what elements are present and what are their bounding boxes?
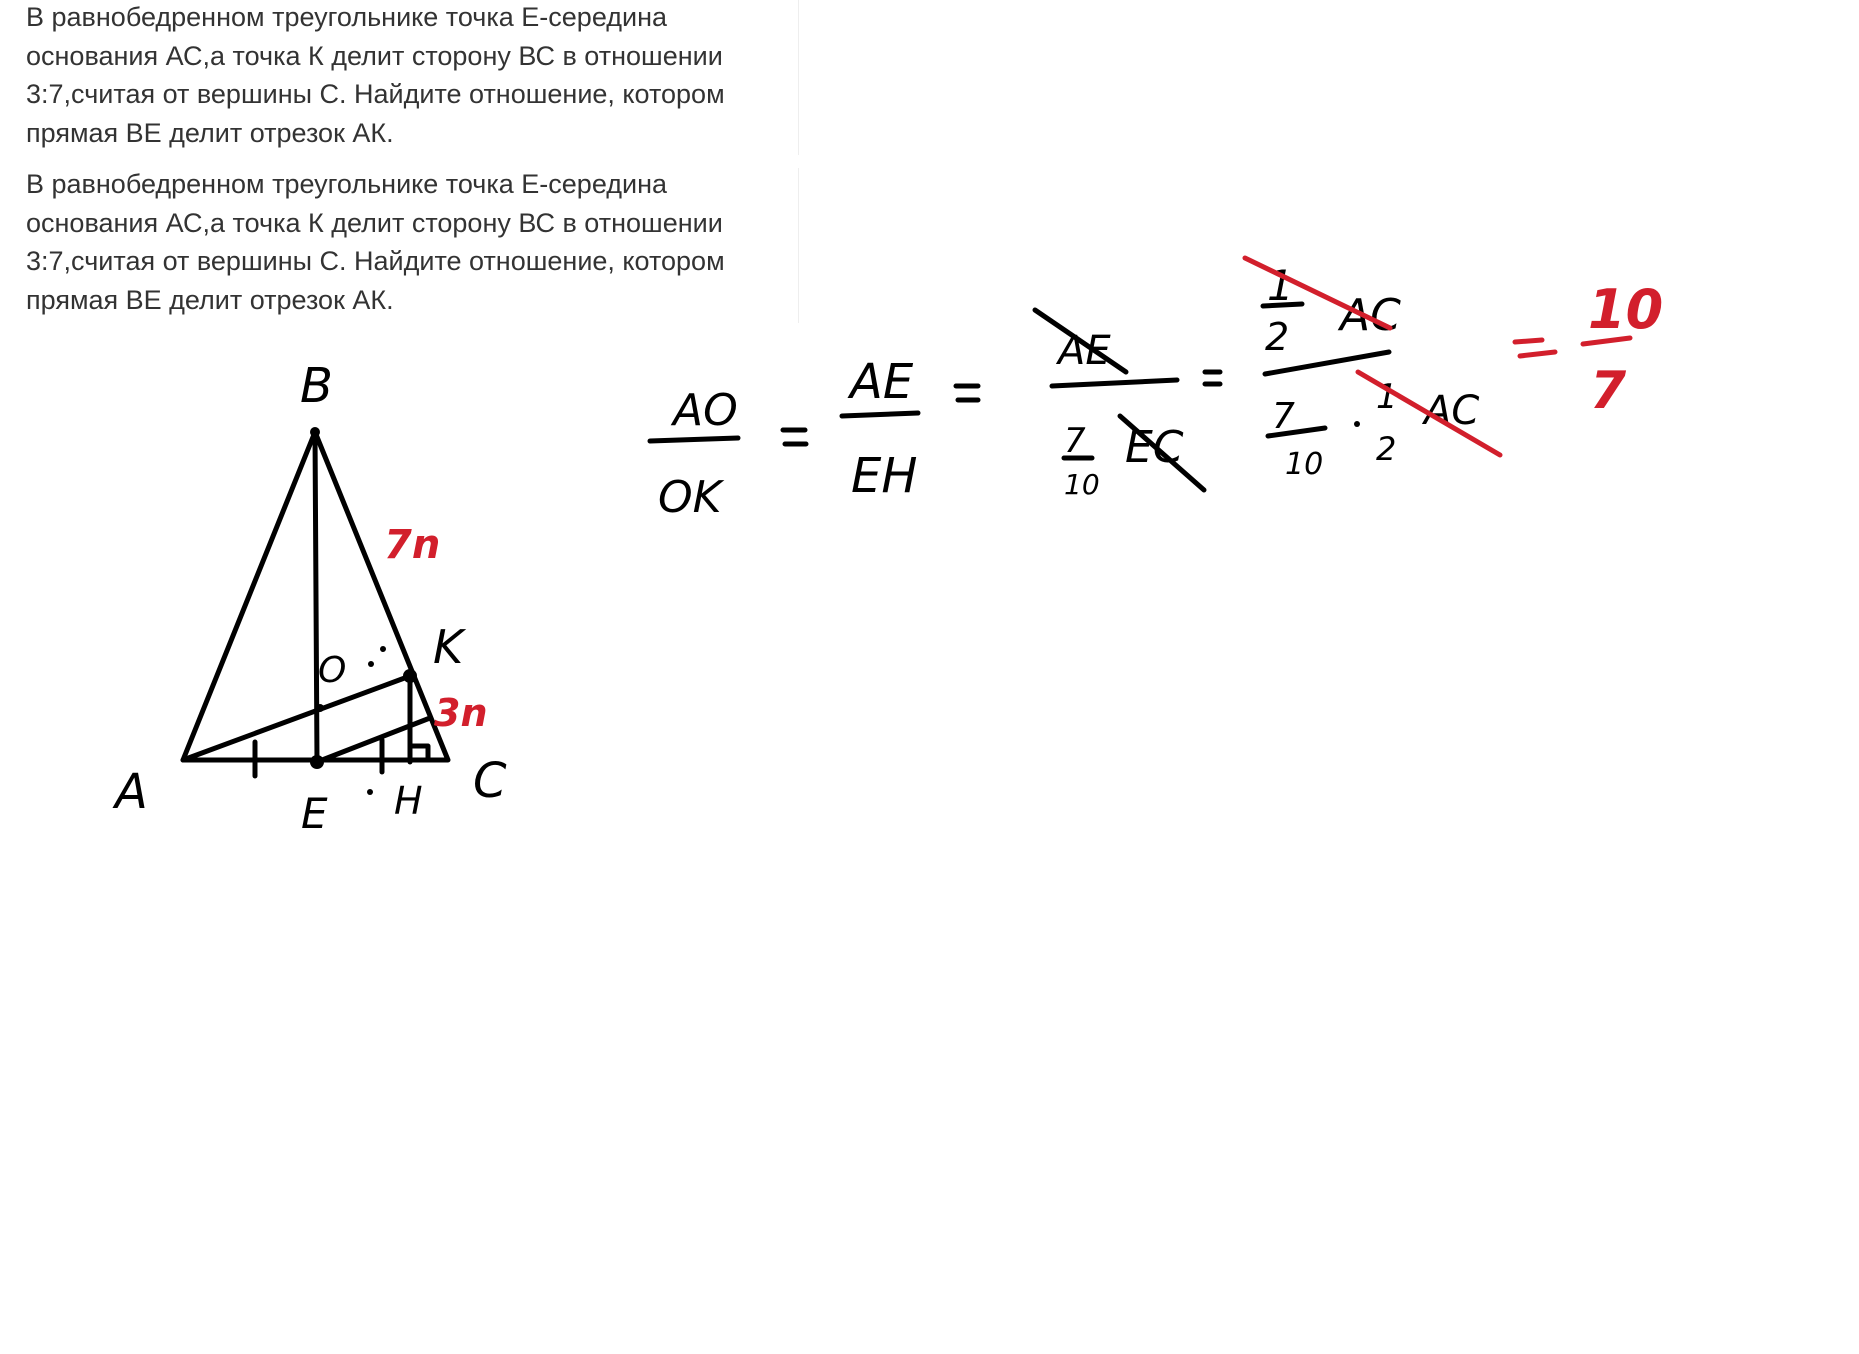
point-o [316, 704, 324, 712]
problem-text: В равнобедренном треугольнике точка Е-середина основания АС,а точка К делит сторону ВС в отношении 3:7,считая от вершины С. Найдите отношение, котором прямая ВЕ делит отрезок АК. [26, 2, 725, 148]
expr-ac: AC [1424, 388, 1480, 434]
expr-ao: AO [673, 385, 738, 436]
label-3n: 3n [434, 691, 488, 735]
point-b [310, 427, 320, 437]
num-10: 10 [1285, 447, 1324, 482]
label-e: E [301, 789, 328, 838]
equals-sign [1205, 372, 1220, 384]
fraction-bar [842, 413, 918, 416]
result-7: 7 [1590, 361, 1627, 421]
ratio-equation [650, 258, 1663, 523]
label-b: B [300, 358, 333, 414]
multiply-dot [1354, 421, 1360, 427]
expr-ok: OK [658, 472, 722, 523]
fraction-bar [650, 438, 738, 441]
small-bar [1263, 304, 1302, 306]
dot-mark [380, 646, 386, 652]
num-1: 1 [1376, 377, 1398, 417]
expr-ae: AE [850, 354, 914, 410]
num-2: 2 [1265, 315, 1290, 359]
point-k [403, 669, 417, 683]
label-k: K [433, 620, 464, 674]
segment-ak [183, 676, 410, 760]
dot-mark [368, 661, 374, 667]
triangle-diagram [112, 358, 507, 838]
expr-ae: AE [1058, 328, 1111, 374]
expr-ac: AC [1340, 290, 1401, 341]
label-o: O [318, 650, 347, 691]
equals-sign [783, 430, 806, 444]
dot-mark [367, 789, 373, 795]
num-1: 1 [1267, 261, 1294, 310]
point-e [310, 755, 324, 769]
label-7n: 7n [384, 522, 441, 568]
num-7: 7 [1064, 421, 1086, 461]
equals-sign [956, 386, 978, 400]
label-c: C [473, 753, 507, 809]
fraction-bar [1052, 380, 1177, 386]
segment-ek [317, 718, 430, 762]
label-a: A [115, 764, 148, 820]
expr-ec: EC [1125, 422, 1184, 473]
label-h: H [394, 779, 423, 823]
equals-sign [1515, 340, 1555, 356]
expr-eh: EH [851, 448, 918, 504]
problem-text-repeat: В равнобедренном треугольнике точка Е-середина основания АС,а точка К делит сторону ВС в отношении 3:7,считая от вершины С. Найдите отношение, котором прямая ВЕ делит отрезок АК. [26, 169, 725, 315]
num-7: 7 [1272, 396, 1295, 437]
result-10: 10 [1588, 278, 1664, 341]
num-10: 10 [1064, 468, 1100, 501]
num-2: 2 [1376, 430, 1397, 468]
